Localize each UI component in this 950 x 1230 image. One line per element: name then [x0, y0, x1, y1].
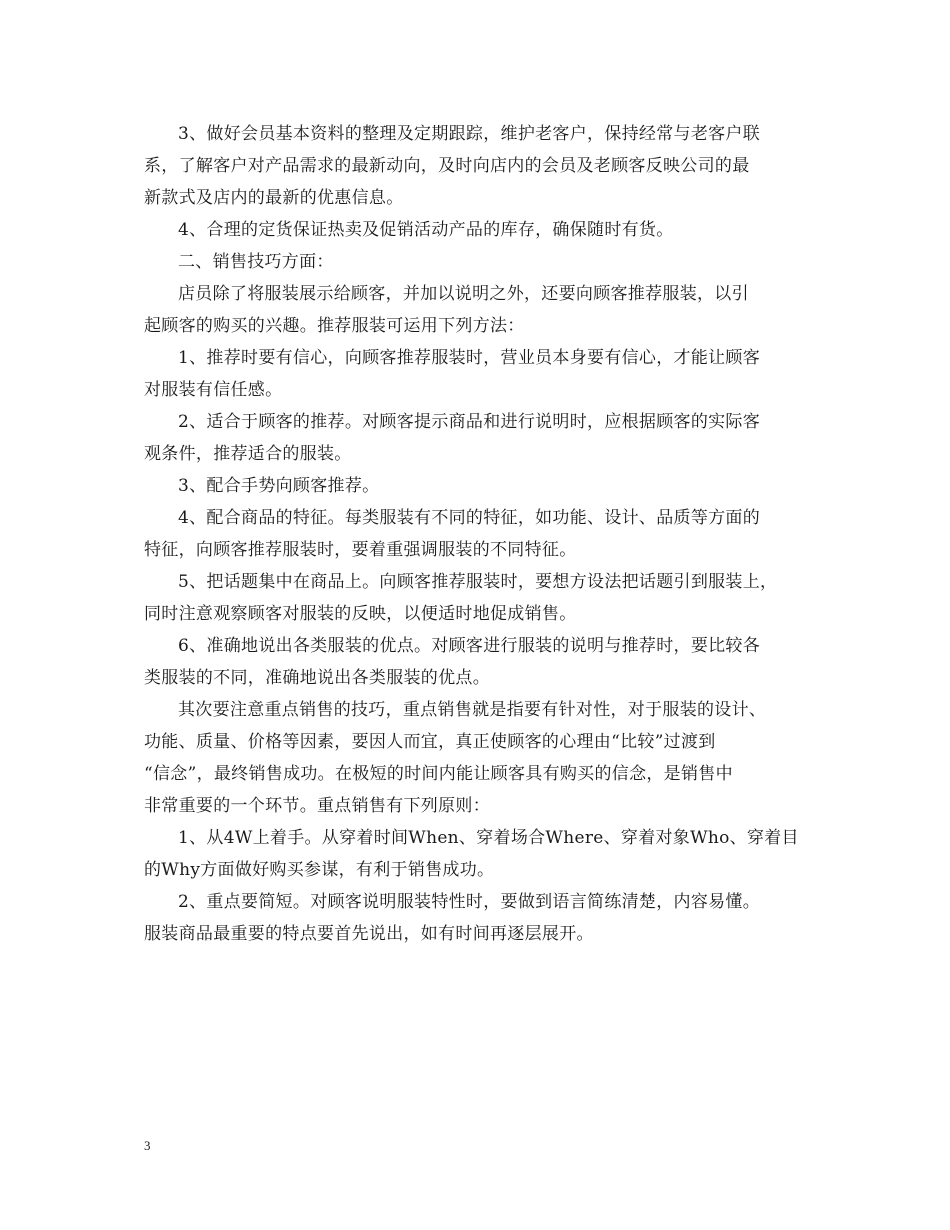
text-line: 3、做好会员基本资料的整理及定期跟踪，维护老客户，保持经常与老客户联: [178, 124, 761, 144]
text-line: 类服装的不同，准确地说出各类服装的优点。: [144, 668, 490, 688]
text-line: 同时注意观察顾客对服装的反映，以便适时地促成销售。: [144, 604, 577, 624]
text-line: 特征，向顾客推荐服装时，要着重强调服装的不同特征。: [144, 540, 577, 560]
text-line: 新款式及店内的最新的优惠信息。: [144, 188, 404, 208]
text-line: 店员除了将服装展示给顾客，并加以说明之外，还要向顾客推荐服装，以引: [178, 284, 749, 304]
text-line: 观条件，推荐适合的服装。: [144, 444, 352, 464]
text-line: 功能、质量、价格等因素，要因人而宜，真正使顾客的心理由“比较”过渡到: [144, 732, 716, 752]
text-line: “信念”，最终销售成功。在极短的时间内能让顾客具有购买的信念，是销售中: [144, 764, 733, 784]
text-line: 2、重点要简短。对顾客说明服装特性时，要做到语言简练清楚，内容易懂。: [178, 892, 761, 912]
text-line: 1、从4W上着手。从穿着时间When、穿着场合Where、穿着对象Who、穿着目: [178, 828, 799, 848]
text-line: 1、推荐时要有信心，向顾客推荐服装时，营业员本身要有信心，才能让顾客: [178, 348, 761, 368]
text-line: 5、把话题集中在商品上。向顾客推荐服装时，要想方设法把话题引到服装上，: [178, 572, 778, 592]
section-heading: 二、销售技巧方面：: [178, 252, 334, 272]
text-line: 系，了解客户对产品需求的最新动向，及时向店内的会员及老顾客反映公司的最: [144, 156, 750, 176]
text-line: 4、配合商品的特征。每类服装有不同的特征，如功能、设计、品质等方面的: [178, 508, 761, 528]
text-line: 的Why方面做好购买参谋，有利于销售成功。: [144, 860, 495, 880]
document-body: [144, 118, 804, 950]
text-line: 3、配合手势向顾客推荐。: [178, 476, 380, 496]
text-line: 非常重要的一个环节。重点销售有下列原则：: [144, 796, 490, 816]
text-line: 服装商品最重要的特点要首先说出，如有时间再逐层展开。: [144, 924, 594, 944]
text-line: 其次要注意重点销售的技巧，重点销售就是指要有针对性，对于服装的设计、: [178, 700, 767, 720]
text-line: 2、适合于顾客的推荐。对顾客提示商品和进行说明时，应根据顾客的实际客: [178, 412, 761, 432]
text-line: 4、合理的定货保证热卖及促销活动产品的库存，确保随时有货。: [178, 220, 674, 240]
text-line: 起顾客的购买的兴趣。推荐服装可运用下列方法：: [144, 316, 525, 336]
text-line: 6、准确地说出各类服装的优点。对顾客进行服装的说明与推荐时，要比较各: [178, 636, 761, 656]
page-number: 3: [144, 1138, 151, 1153]
text-line: 对服装有信任感。: [144, 380, 283, 400]
